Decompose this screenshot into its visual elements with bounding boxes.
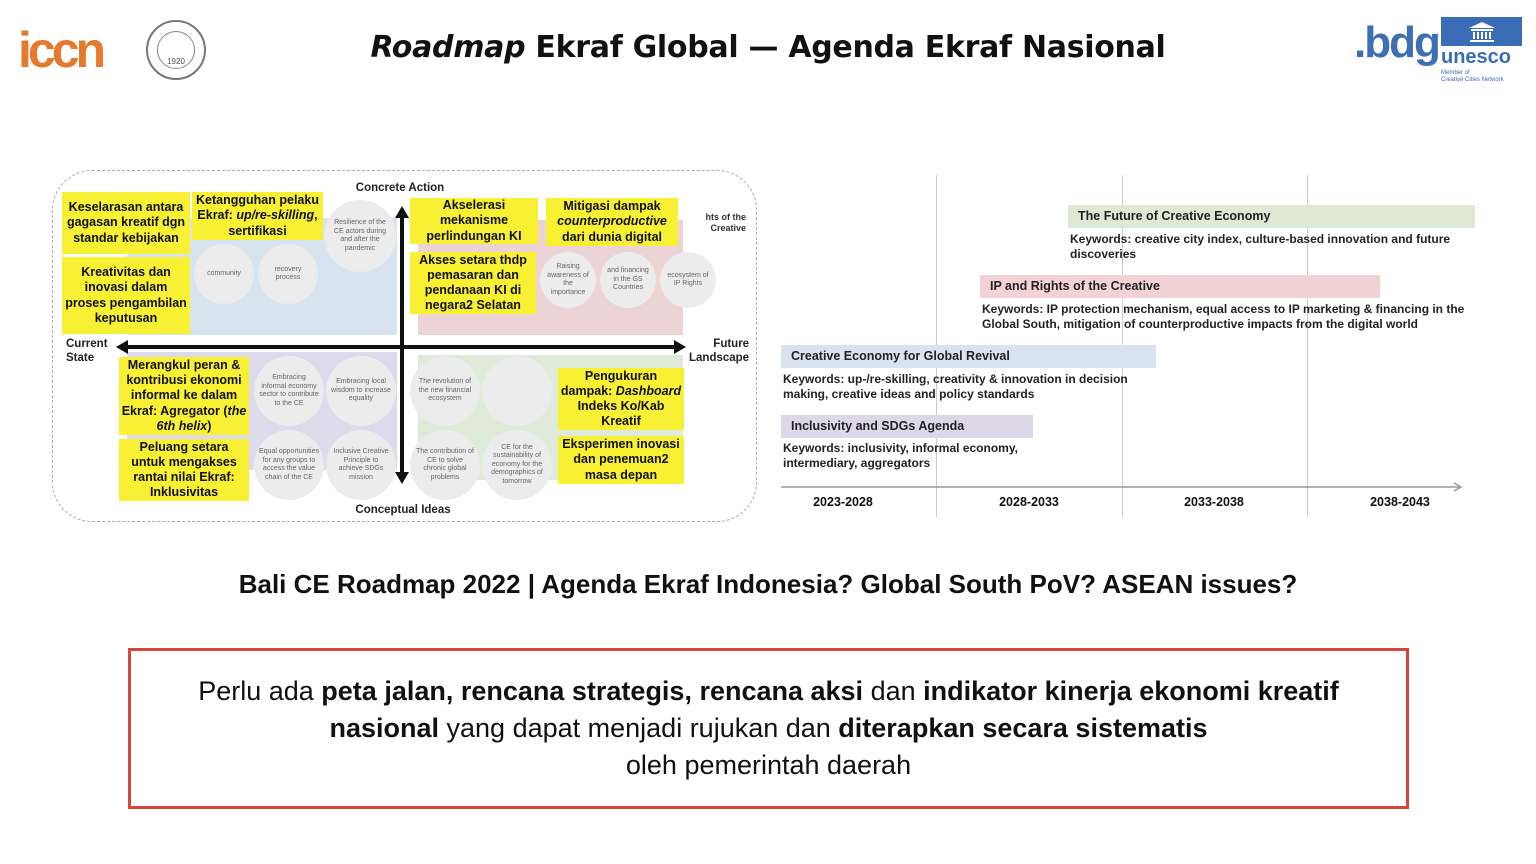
note-merangkul — [119, 357, 249, 435]
bdg-logo: .bdg — [1354, 18, 1439, 67]
axis-right-1: Future — [713, 338, 750, 350]
unesco-logo-text: unesco — [1441, 46, 1512, 68]
note-merangkul-text — [121, 358, 247, 434]
axis-label-bottom: Conceptual Ideas — [355, 504, 451, 516]
seal-year: 1920 — [167, 57, 185, 66]
timeline-bar-future-ce: The Future of Creative Economy — [1068, 205, 1475, 228]
note-text: Ketangguhan pelaku Ekraf: — [196, 193, 319, 223]
note-text: dari dunia digital — [561, 229, 662, 244]
conclusion-bold: peta jalan, rencana strategis, rencana aksi — [321, 676, 864, 706]
note-text: Pengukuran dampak: — [560, 368, 658, 398]
period-label: 2033-2038 — [1184, 495, 1244, 509]
note-ketangguhan-text — [194, 193, 321, 239]
period-label: 2038-2043 — [1370, 495, 1430, 509]
unesco-sub-1: Member of — [1441, 70, 1470, 76]
note-kreativitas: Kreativitas dan inovasi dalam proses pengambilan keputusan — [62, 257, 190, 334]
conclusion-text: oleh pemerintah daerah — [625, 750, 912, 780]
timeline-bar-global-revival: Creative Economy for Global Revival — [781, 345, 1156, 368]
arrow-up-icon — [395, 206, 409, 218]
concept-circle: The contribution of CE to solve chronic global problems — [410, 430, 480, 500]
note-text: Indeks Ko/Kab Kreatif — [577, 399, 665, 429]
arrow-right-icon — [674, 340, 686, 354]
period-label: 2023-2028 — [813, 495, 873, 509]
circle-fragment-label: hts of the Creative — [705, 212, 746, 233]
iccn-logo: iccn — [18, 22, 103, 78]
timeline-keywords: Keywords: inclusivity, informal economy, intermediary, aggregators — [783, 441, 1018, 470]
note-text: Merangkul peran & kontribusi ekonomi informal ke dalam Ekraf: Agregator ( — [121, 358, 242, 418]
axis-left-2: State — [66, 352, 95, 364]
concept-circle: Resilience of the CE actors during and after the pandemic — [324, 200, 396, 272]
subtitle: Bali CE Roadmap 2022 | Agenda Ekraf Indonesia? Global South PoV? ASEAN issues? — [238, 569, 1298, 599]
note-peluang-setara: Peluang setara untuk mengakses rantai nilai Ekraf: Inklusivitas — [119, 439, 249, 501]
concept-circle: CE for the sustainability of economy for the demographics of tomorrow — [482, 430, 552, 500]
concept-circle: Embracing informal economy sector to contribute to the CE — [254, 356, 324, 426]
conclusion-text: dan — [863, 676, 924, 706]
note-eksperimen: Eksperimen inovasi dan penemuan2 masa depan — [558, 436, 684, 484]
note-akses-setara: Akses setara thdp pemasaran dan pendanaan KI di negara2 Selatan — [410, 252, 536, 314]
title-rest: Ekraf Global — Agenda Ekraf Nasional — [525, 30, 1166, 65]
concept-circle: Equal opportunities for any groups to access the value chain of the CE — [254, 430, 324, 500]
note-pengukuran-text — [560, 369, 682, 430]
note-mitigasi — [546, 198, 678, 246]
note-akselerasi: Akselerasi mekanisme perlindungan KI — [410, 198, 538, 244]
concept-circle: Raising awareness of the importance — [540, 252, 596, 308]
concept-circle: Inclusive Creative Principle to achieve SDGs mission — [326, 430, 396, 500]
period-label: 2028-2033 — [999, 495, 1059, 509]
unesco-sub-2: Creative Cities Network — [1441, 77, 1504, 83]
note-text-italic: up/re-skilling — [236, 208, 315, 223]
concept-circle: The revolution of the new financial ecosystem — [410, 356, 480, 426]
note-mitigasi-text — [548, 199, 676, 245]
note-text: Mitigasi dampak — [563, 199, 661, 214]
note-keselarasan: Keselarasan antara gagasan kreatif dgn standar kebijakan — [62, 192, 190, 254]
unesco-temple-icon — [1441, 17, 1522, 46]
conclusion-box — [128, 648, 1409, 809]
note-text-italic: the 6th helix — [156, 403, 247, 433]
timeline-axis-arrow — [778, 480, 1468, 494]
concept-circle: and financing in the GS Countries — [600, 252, 656, 308]
concept-circle: ecosystem of IP Rights — [660, 252, 716, 308]
conclusion-text: Perlu ada — [198, 676, 322, 706]
concept-circle: community — [194, 244, 254, 304]
timeline-keywords: Keywords: up-/re-skilling, creativity & innovation in decision making, creative ideas and policy standards — [783, 372, 1128, 401]
axis-left-1: Current — [66, 338, 108, 350]
unesco-subtitle — [1441, 70, 1504, 84]
note-text-italic: counterproductive — [557, 214, 667, 229]
concept-circle: recovery process — [258, 244, 318, 304]
timeline-keywords: Keywords: creative city index, culture-based innovation and future discoveries — [1070, 232, 1451, 261]
note-pengukuran — [558, 368, 684, 430]
concept-circle — [482, 356, 552, 426]
axis-right-2: Landscape — [689, 352, 750, 364]
axis-label-top: Concrete Action — [355, 182, 445, 194]
timeline-bar-inclusivity: Inclusivity and SDGs Agenda — [781, 415, 1033, 438]
note-text-italic: Dashboard — [615, 383, 682, 398]
timeline-bar-ip-rights: IP and Rights of the Creative — [980, 275, 1380, 298]
conclusion-text: yang dapat menjadi rujukan dan — [439, 713, 839, 743]
conclusion-bold: diterapkan secara sistematis — [838, 713, 1208, 743]
title-italic: Roadmap — [370, 30, 526, 65]
axis-label-right — [689, 337, 749, 365]
conclusion-bold: indikator kinerja ekonomi kreatif nasional — [329, 676, 1339, 743]
note-ketangguhan — [192, 192, 323, 240]
arrow-left-icon — [116, 340, 128, 354]
note-text: , sertifikasi — [228, 208, 318, 238]
note-text: ) — [207, 418, 212, 433]
arrow-down-icon — [395, 472, 409, 484]
concept-circle: Embracing local wisdom to increase equality — [326, 356, 396, 426]
timeline-keywords: Keywords: IP protection mechanism, equal access to IP marketing & financing in the Global South, mitigation of counterproductive impacts from the digital world — [982, 302, 1465, 331]
axis-label-left — [66, 337, 108, 365]
